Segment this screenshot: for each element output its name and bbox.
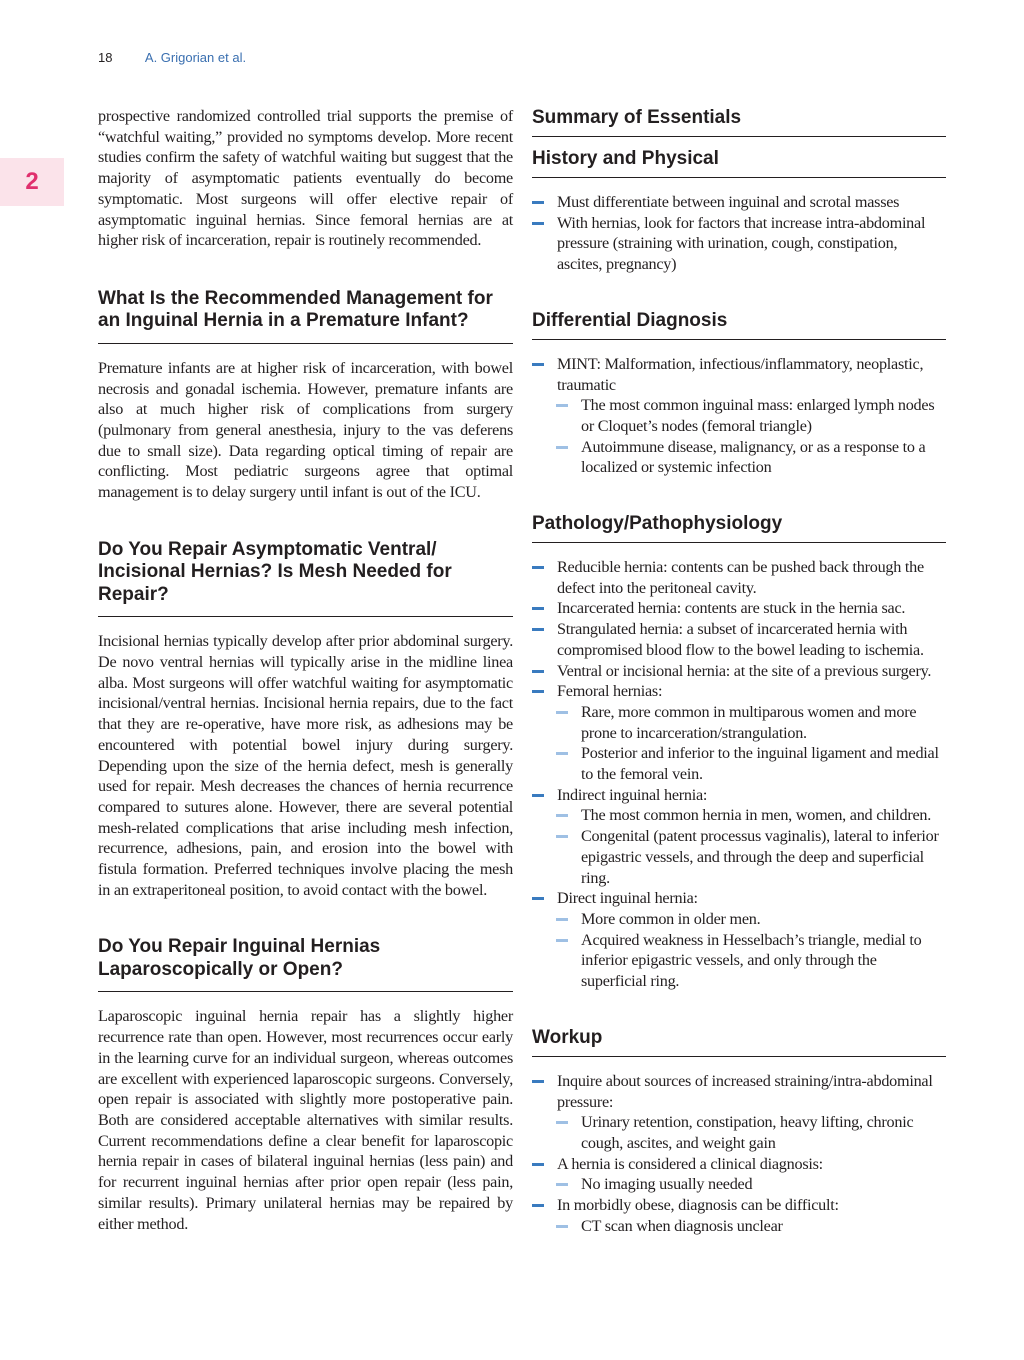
bullet-item: Direct inguinal hernia: [532,888,946,909]
sub-bullet-item: More common in older men. [532,909,946,930]
section-laparoscopic-open [98,936,513,1234]
sub-bullet-item: The most common hernia in men, women, and children. [532,805,946,826]
summary-section [532,1026,946,1237]
section-premature-infant [98,288,513,503]
sub-bullet-item: Autoimmune disease, malignancy, or as a response to a localized or systemic infection [532,437,946,478]
bullet-item: Must differentiate between inguinal and scrotal masses [532,192,946,213]
bullet-list [532,1071,946,1237]
bullet-item: Femoral hernias: [532,681,946,702]
section-heading: What Is the Recommended Management for an Inguinal Hernia in a Premature Infant? [98,288,513,344]
running-authors: A. Grigorian et al. [144,50,247,65]
section-ventral-incisional [98,539,513,901]
bullet-list [532,557,946,992]
bullet-item: Indirect inguinal hernia: [532,785,946,806]
sub-bullet-item: Posterior and inferior to the inguinal ligament and medial to the femoral vein. [532,743,946,784]
intro-paragraph: prospective randomized controlled trial supports the premise of “watchful waiting,” provided no symptoms develop. More recent studies confirm the safety of watchful waiting but suggest that the majority of asymptomatic patients eventually do become symptomatic. Most surgeons will offer elective repair of asymptomatic inguinal hernias. Since femoral hernias are at higher risk of incarceration, repair is routinely recommended. [98,107,513,250]
bullet-item: Incarcerated hernia: contents are stuck in the hernia sac. [532,598,946,619]
bullet-item: Ventral or incisional hernia: at the site of a previous surgery. [532,661,946,682]
left-column [98,106,513,1234]
page-number: 18 [98,50,113,65]
sub-bullet-item: Acquired weakness in Hesselbach’s triangle, medial to inferior epigastric vessels, and only through the superficial ring. [532,930,946,992]
summary-section [532,512,946,992]
section-body: Incisional hernias typically develop after prior abdominal surgery. De novo ventral hernias will typically arise in the midline linea alba. Most surgeons will offer watchful waiting for asymptomatic incisional/ventral hernias. Incisional hernia repairs, due to the fact that they are re-operative, have more risk, as adhesions may be encountered with potential bowel injury during surgery. Depending upon the size of the hernia defect, mesh is generally used for repair. Mesh decreases the chances of hernia recurrence compared to sutures alone. However, there are several potential mesh-related complications that arise including mesh infection, recurrence, adhesions, pain, and erosion into the bowel with fistula formation. Preferred techniques involve placing the mesh in an extraperitoneal position, to avoid contact with the bowel. [98,632,513,899]
section-heading: Differential Diagnosis [532,309,946,340]
summary-sections [532,147,946,1236]
section-heading: Pathology/Pathophysiology [532,512,946,543]
right-column [532,106,946,1236]
bullet-item: A hernia is considered a clinical diagnosis: [532,1154,946,1175]
bullet-item: Reducible hernia: contents can be pushed back through the defect into the peritoneal cavity. [532,557,946,598]
section-body: Laparoscopic inguinal hernia repair has a slightly higher recurrence rate than open. However, most recurrences occur early in the learning curve for an individual surgeon, whereas outcomes are excellent with experienced laparoscopic surgeons. Conversely, open repair is associated with slightly more postoperative pain. Both are considered acceptable alternatives with similar results. Current recommendations define a clear benefit for laparoscopic hernia repair in cases of bilateral inguinal hernias (less pain) and for recurrent inguinal hernias after prior open repair (less pain, similar results). Primary unilateral hernias may be repaired by either method. [98,1007,513,1233]
summary-title: Summary of Essentials [532,106,946,137]
section-heading: Do You Repair Asymptomatic Ventral/ Incisional Hernias? Is Mesh Needed for Repair? [98,539,513,618]
sub-bullet-item: Urinary retention, constipation, heavy lifting, chronic cough, ascites, and weight gain [532,1112,946,1153]
section-heading: History and Physical [532,147,946,178]
summary-section [532,309,946,478]
sub-bullet-item: Rare, more common in multiparous women and more prone to incarceration/strangulation. [532,702,946,743]
bullet-list [532,192,946,275]
section-heading: Do You Repair Inguinal Hernias Laparoscopically or Open? [98,936,513,992]
bullet-item: Inquire about sources of increased straining/intra-abdominal pressure: [532,1071,946,1112]
sub-bullet-item: CT scan when diagnosis unclear [532,1216,946,1237]
bullet-item: With hernias, look for factors that increase intra-abdominal pressure (straining with urination, cough, constipation, ascites, pregnancy) [532,213,946,275]
section-body: Premature infants are at higher risk of incarceration, with bowel necrosis and gonadal ischemia. However, premature infants are also at much higher risk of complications from surgery (pulmonary from general anesthesia, injury to the vas deferens due to small size). Data regarding optical timing of repair are conflicting. Most pediatric surgeons agree that optimal management is to delay surgery until infant is out of the ICU. [98,358,513,502]
bullet-item: In morbidly obese, diagnosis can be difficult: [532,1195,946,1216]
sub-bullet-item: No imaging usually needed [532,1174,946,1195]
bullet-item: Strangulated hernia: a subset of incarcerated hernia with compromised blood flow to the bowel leading to ischemia. [532,619,946,660]
section-heading: Workup [532,1026,946,1057]
sub-bullet-item: Congenital (patent processus vaginalis), lateral to inferior epigastric vessels, and through the deep and superficial ring. [532,826,946,888]
bullet-list [532,354,946,478]
sub-bullet-item: The most common inguinal mass: enlarged lymph nodes or Cloquet’s nodes (femoral triangle) [532,395,946,436]
summary-section [532,147,946,275]
page-header [98,50,246,65]
chapter-tab: 2 [0,158,64,206]
bullet-item: MINT: Malformation, infectious/inflammatory, neoplastic, traumatic [532,354,946,395]
